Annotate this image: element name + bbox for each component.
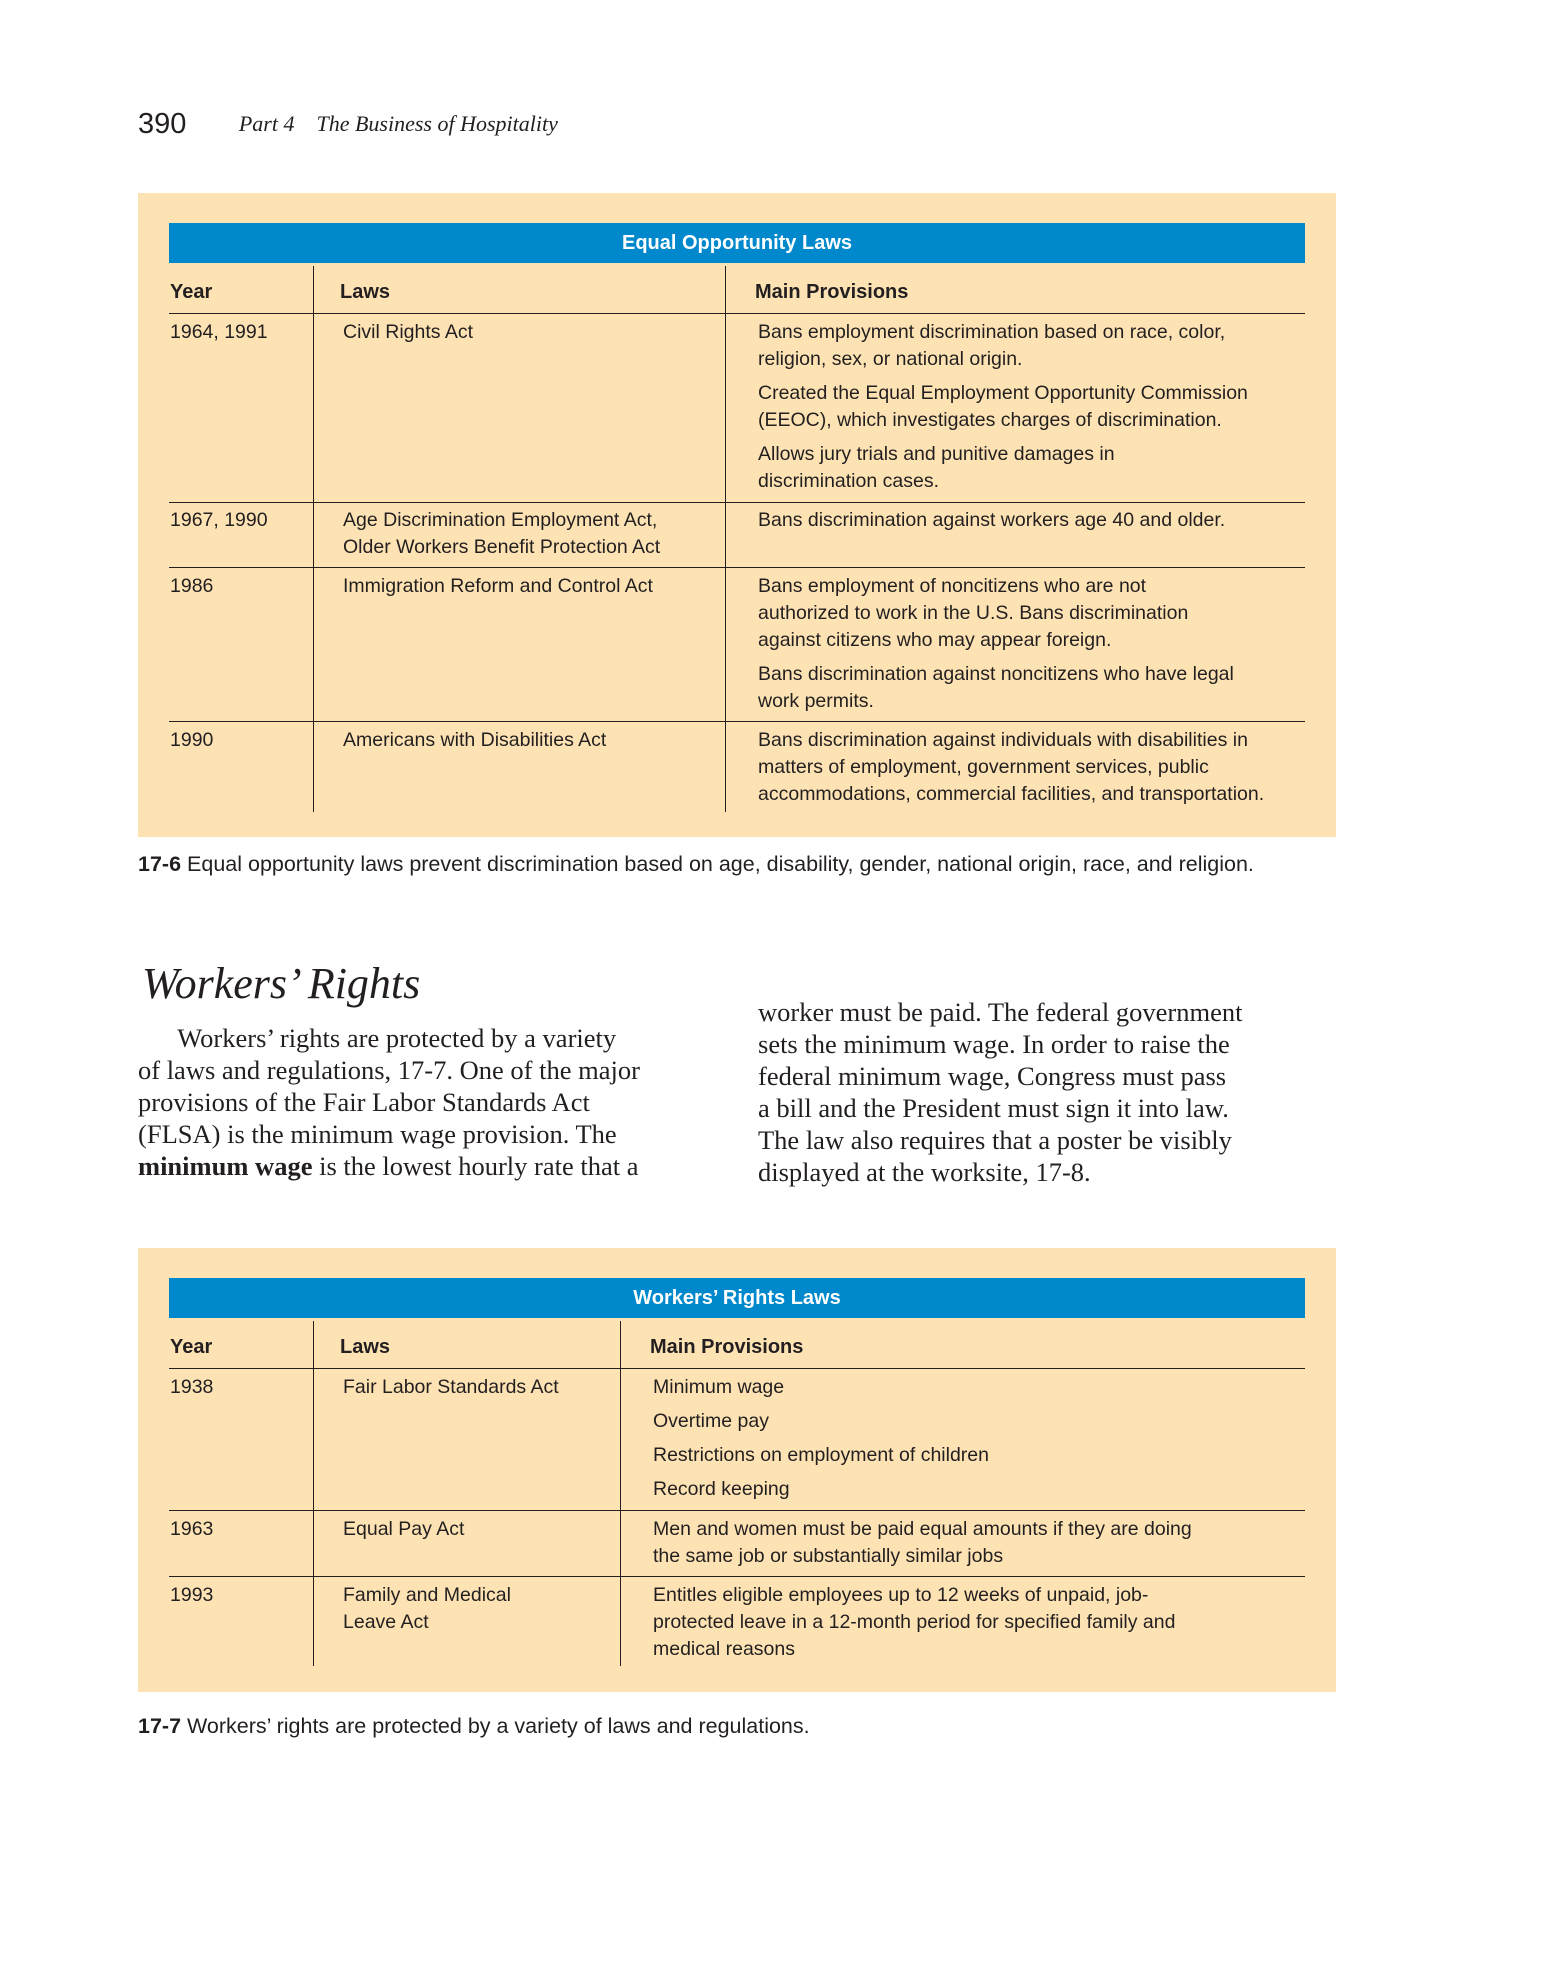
figure-caption: 17-6 Equal opportunity laws prevent discrimination based on age, disability, gender, national origin, race, and religion. bbox=[138, 852, 1254, 876]
cell-provisions: Bans employment of noncitizens who are not authorized to work in the U.S. Bans discrimination against citizens who may appear foreign. Bans discrimination against noncitizens who have legal work permits. bbox=[758, 575, 1234, 712]
header-rule bbox=[169, 313, 1305, 314]
cell-year: 1990 bbox=[170, 729, 214, 751]
column-header-year: Year bbox=[170, 1336, 213, 1358]
column-header-laws: Laws bbox=[340, 1336, 391, 1358]
cell-law: Americans with Disabilities Act bbox=[343, 729, 607, 751]
cell-provisions: Bans discrimination against individuals with disabilities in matters of employment, government services, public accommodations, commercial facilities, and transportation. bbox=[758, 729, 1265, 805]
cell-law: Age Discrimination Employment Act, Older Workers Benefit Protection Act bbox=[343, 509, 661, 558]
equal-opportunity-table bbox=[138, 193, 1336, 837]
figure-caption: 17-7 Workers’ rights are protected by a variety of laws and regulations. bbox=[138, 1714, 810, 1738]
cell-year: 1938 bbox=[170, 1376, 214, 1398]
cell-provisions: Men and women must be paid equal amounts if they are doing the same job or substantially similar jobs bbox=[653, 1518, 1192, 1567]
running-head: Part 4 The Business of Hospitality bbox=[238, 111, 558, 136]
column-header-year: Year bbox=[170, 281, 213, 303]
column-divider bbox=[620, 1321, 621, 1666]
cell-provisions: Bans discrimination against workers age 40 and older. bbox=[758, 509, 1226, 531]
body-text-left: Workers’ rights are protected by a variety of laws and regulations, 17-7. One of the major provisions of the Fair Labor Standards Act (FLSA) is the minimum wage provision. The minimum wage is the lowest hourly rate that a bbox=[138, 1023, 640, 1181]
cell-law: Fair Labor Standards Act bbox=[343, 1376, 559, 1398]
table-title: Workers’ Rights Laws bbox=[169, 1278, 1305, 1318]
cell-year: 1986 bbox=[170, 575, 214, 597]
cell-law: Immigration Reform and Control Act bbox=[343, 575, 653, 597]
page-header bbox=[138, 108, 558, 141]
row-rule bbox=[169, 567, 1305, 568]
figure-label: 17-7 bbox=[138, 1714, 182, 1738]
cell-law: Civil Rights Act bbox=[343, 321, 474, 343]
column-header-provisions: Main Provisions bbox=[755, 281, 909, 303]
cell-law: Family and Medical Leave Act bbox=[343, 1584, 511, 1633]
workers-rights-table bbox=[138, 1248, 1336, 1692]
row-rule bbox=[169, 721, 1305, 722]
header-rule bbox=[169, 1368, 1305, 1369]
cell-law: Equal Pay Act bbox=[343, 1518, 465, 1540]
row-rule bbox=[169, 502, 1305, 503]
cell-provisions: Minimum wage Overtime pay Restrictions on employment of children Record keeping bbox=[653, 1376, 989, 1500]
body-text-right: worker must be paid. The federal government sets the minimum wage. In order to raise the federal minimum wage, Congress must pass a bill and the President must sign it into law. The law also requires that a poster be visibly displayed at the worksite, 17-8. bbox=[758, 997, 1243, 1187]
figure-label: 17-6 bbox=[138, 852, 182, 876]
column-divider bbox=[313, 266, 314, 812]
table-title: Equal Opportunity Laws bbox=[169, 223, 1305, 263]
cell-year: 1993 bbox=[170, 1584, 214, 1606]
cell-year: 1967, 1990 bbox=[170, 509, 268, 531]
column-header-provisions: Main Provisions bbox=[650, 1336, 804, 1358]
row-rule bbox=[169, 1510, 1305, 1511]
row-rule bbox=[169, 1576, 1305, 1577]
cell-year: 1963 bbox=[170, 1518, 214, 1540]
column-divider bbox=[725, 266, 726, 812]
cell-provisions: Bans employment discrimination based on race, color, religion, sex, or national origin. Created the Equal Employment Opportunity Commission (EEOC), which investigates charges of discrimination. Allows jury trials and punitive damages in discrimination cases. bbox=[758, 321, 1248, 492]
cell-provisions: Entitles eligible employees up to 12 weeks of unpaid, job- protected leave in a 12-month period for specified family and medical reasons bbox=[653, 1584, 1176, 1660]
column-divider bbox=[313, 1321, 314, 1666]
page-number: 390 bbox=[138, 108, 187, 140]
key-term: minimum wage bbox=[138, 1151, 313, 1181]
column-header-laws: Laws bbox=[340, 281, 391, 303]
section-heading: Workers’ Rights bbox=[142, 959, 421, 1008]
cell-year: 1964, 1991 bbox=[170, 321, 268, 343]
